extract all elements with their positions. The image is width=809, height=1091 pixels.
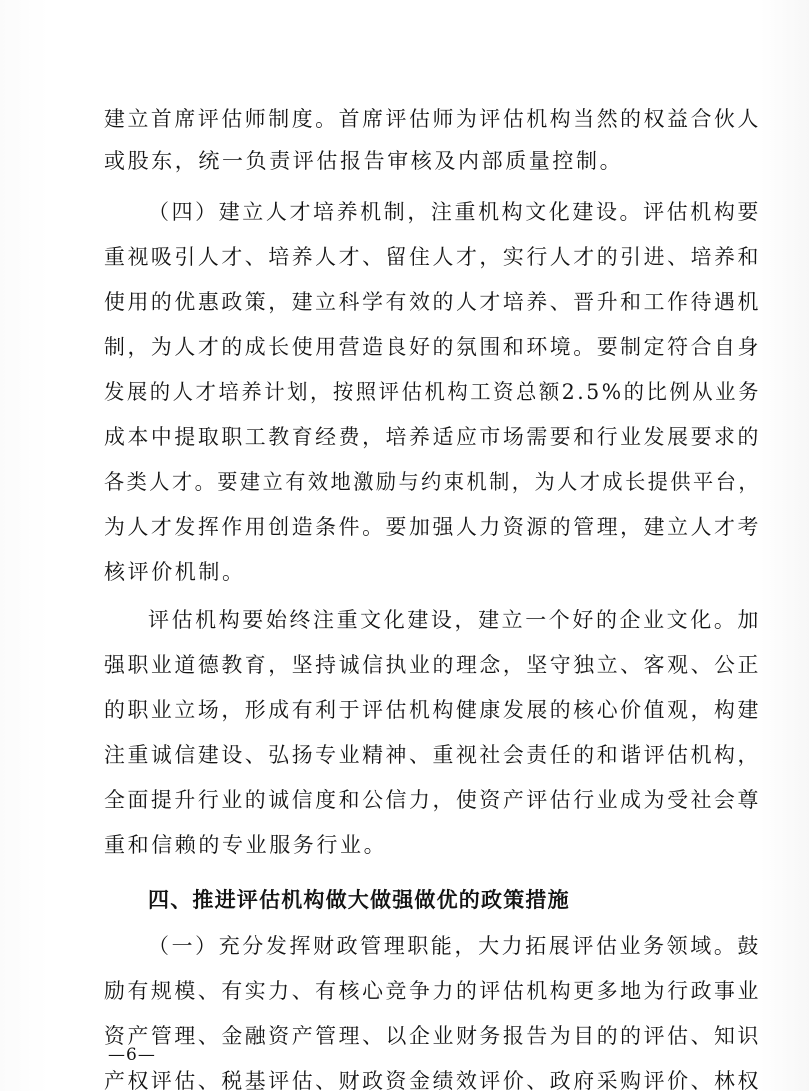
text-line: 全面提升行业的诚信度和公信力，使资产评估行业成为受社会尊	[104, 788, 761, 812]
text-line: 发展的人才培养计划，按照评估机构工资总额2.5%的比例从业务	[104, 380, 761, 404]
section-heading: 四、推进评估机构做大做强做优的政策措施	[148, 888, 570, 912]
text-line: 核评价机制。	[104, 560, 246, 584]
page-number: —6—	[108, 1045, 156, 1065]
text-line: 成本中提取职工教育经费，培养适应市场需要和行业发展要求的	[104, 425, 761, 449]
text-line: 或股东，统一负责评估报告审核及内部质量控制。	[104, 149, 624, 173]
text-line: 产权评估、税基评估、财政资金绩效评价、政府采购评价、林权	[104, 1069, 761, 1091]
text-line: 励有规模、有实力、有核心竞争力的评估机构更多地为行政事业	[104, 979, 761, 1003]
text-line: （一）充分发挥财政管理职能，大力拓展评估业务领域。鼓	[148, 934, 761, 958]
text-line: 注重诚信建设、弘扬专业精神、重视社会责任的和谐评估机构，	[104, 743, 761, 767]
text-line: 为人才发挥作用创造条件。要加强人力资源的管理，建立人才考	[104, 515, 761, 539]
text-line: 重视吸引人才、培养人才、留住人才，实行人才的引进、培养和	[104, 245, 761, 269]
text-line: 评估机构要始终注重文化建设，建立一个好的企业文化。加	[148, 608, 761, 632]
text-line: 资产管理、金融资产管理、以企业财务报告为目的的评估、知识	[104, 1024, 761, 1048]
text-line: 强职业道德教育，坚持诚信执业的理念，坚守独立、客观、公正	[104, 653, 761, 677]
text-line: 各类人才。要建立有效地激励与约束机制，为人才成长提供平台，	[104, 470, 762, 494]
text-line: （四）建立人才培养机制，注重机构文化建设。评估机构要	[148, 200, 761, 224]
text-line: 使用的优惠政策，建立科学有效的人才培养、晋升和工作待遇机	[104, 290, 761, 314]
text-line: 的职业立场，形成有利于评估机构健康发展的核心价值观，构建	[104, 698, 761, 722]
text-line: 制，为人才的成长使用营造良好的氛围和环境。要制定符合自身	[104, 335, 761, 359]
text-line: 建立首席评估师制度。首席评估师为评估机构当然的权益合伙人	[104, 107, 761, 131]
text-line: 重和信赖的专业服务行业。	[104, 833, 388, 857]
